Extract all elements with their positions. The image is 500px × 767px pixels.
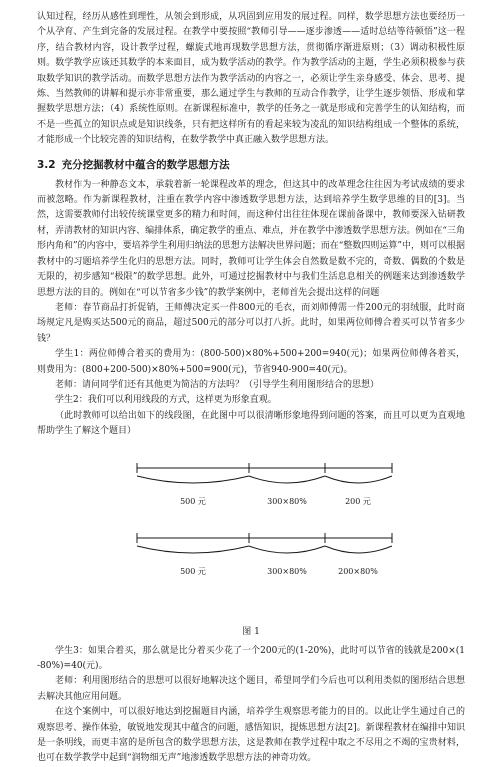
section-heading	[37, 158, 465, 172]
paragraph-teacher-prompt: 老师：请问同学们还有其他更为简洁的方法吗？（引导学生利用图形结合的思想）	[55, 379, 380, 390]
paragraph-student2: 学生2：我们可以利用线段的方式，这样更为形象直观。	[55, 395, 277, 406]
paragraph-teacher-question: 老师：春节商品打折促销，王师傅决定买一件800元的毛衣，而刘师傅需一件200元的羽绒服，此时商场规定凡是购买达500元的商品，超过500元的部分可以打八折。此时，如果两位师傅合着买可以节省多少钱？	[37, 302, 465, 344]
paragraph-student1: 学生1：两位师傅合着买的费用为：(800-500)×80%+500+200=940(元)；如果两位师傅各着买，则费用为：(800+200-500)×80%+500=900(元)，节省940-900=40(元)。	[37, 349, 465, 375]
paragraph-teacher-summary: 老师：利用图形结合的思想可以很好地解决这个题目，希望同学们今后也可以利用类似的图形结合思想去解决其他应用问题。	[37, 676, 465, 702]
paragraph-textbook: 教材作为一种静态文本，承载着新一轮课程改革的理念，但这其中的改革理念往往因为考试成绩的要求而被忽略。作为新课程教材，注重在教学内容中渗透数学思想方法，达到培养学生数学思维的目的[3]。当然，这需要教师付出较传统课堂更多的精力和时间，而这种付出往往体现在课前备课中，教师要深入钻研教材，弄清教材的知识内容、编排体系，确定教学的重点、难点，并在教学中渗透数学思想方法。例如在“三角形内角和”的内容中，要培养学生利用归纳法的思想方法解决世界问题；而在“整数四则运算”中，则可以根据教材中的习题培养学生化归的思想方法。同时，教师可让学生体会自然数是数不完的，奇数、偶数的个数是无限的，初步感知“极限”的数学思想。此外，可通过挖掘教材中与我们生活息息相关的例题来达到渗透数学思想方法的目的。例如在“可以节省多少钱”的教学案例中，老师首先会提出这样的问题	[37, 179, 465, 298]
bottom-label-3: 200×80%	[338, 566, 378, 576]
bottom-brace-2	[249, 546, 325, 553]
bottom-label-1: 500 元	[180, 566, 206, 576]
top-label-3: 200 元	[345, 496, 371, 506]
bottom-label-2: 300×80%	[267, 566, 307, 576]
section-title: 充分挖掘教材中蕴含的数学思想方法	[61, 158, 230, 171]
line-segment-diagram	[37, 446, 465, 620]
section-number: 3.2	[37, 158, 56, 171]
top-brace-2	[249, 476, 325, 483]
paragraph-intro: 认知过程，经历从感性到理性，从领会到形成，从巩固到应用发的展过程。同样，数学思想方法也要经历一个从孕育、产生到完备的发展过程。在教学中要按照“教师引导——逐步渗透——适时总结等待顿悟”这一程序，结合教材内容，设计教学过程，螺旋式地再现数学思想方法，贯彻循序渐进原则；（3）调动积极性原则。数学教学应该还其数学的本来面目，成为数学活动的教学。作为教学活动的主题，学生必须积极参与获取数学知识的教学活动。而数学思想方法作为教学活动的内容之一，必须让学生亲身感受、体会、思考、提炼、当然教师的讲解和提示亦非常重要，那么通过学生与教师的互动合作教学，让学生逐步领悟、形成和掌握数学思想方法；（4）系统性原则。在新课程标准中，教学的任务之一就是形成和完善学生的认知结构，而不是一些孤立的知识点或是知识线条，只有把这样所有的看起来较为凌乱的知识结构组成一个整体的系统，才能形成一个比较完善的知识结构，在数学教学中真正融入数学思想方法。	[37, 12, 465, 146]
bottom-brace-1	[137, 546, 249, 553]
top-label-2: 300×80%	[267, 496, 307, 506]
line-segment-figure	[37, 446, 465, 620]
top-brace-1	[137, 476, 249, 483]
bottom-brace-3	[325, 546, 392, 553]
figure-caption: 图 1	[242, 626, 260, 637]
top-label-1: 500 元	[180, 496, 206, 506]
paragraph-conclusion: 在这个案例中，可以很好地达到挖掘题目内涵，培养学生观察思考能力的目的。以此让学生通过自己的观察思考、操作体验，敏锐地发现其中蕴含的问题，感悟知识，提炼思想方法[2]。新课程教材在编排中知识是一条明线，而更丰富的是所包含的数学思想方法，这是教师在教学过程中取之不尽用之不竭的宝贵材料，也可在数学教学中起到“润物细无声”地渗透数学思想方法的神奇功效。	[37, 707, 465, 764]
document-page	[37, 10, 465, 767]
paragraph-student3: 学生3：如果合着买，那么就是比分着买少花了一个200元的(1-20%)，此时可以节省的钱就是200×(1-80%)=40(元)。	[37, 645, 465, 671]
top-brace-3	[325, 476, 392, 483]
paragraph-figure-intro: （此时教师可以给出如下的线段图，在此图中可以很清晰形象地得到问题的答案，而且可以更为直观地帮助学生了解这个题目）	[37, 410, 465, 437]
